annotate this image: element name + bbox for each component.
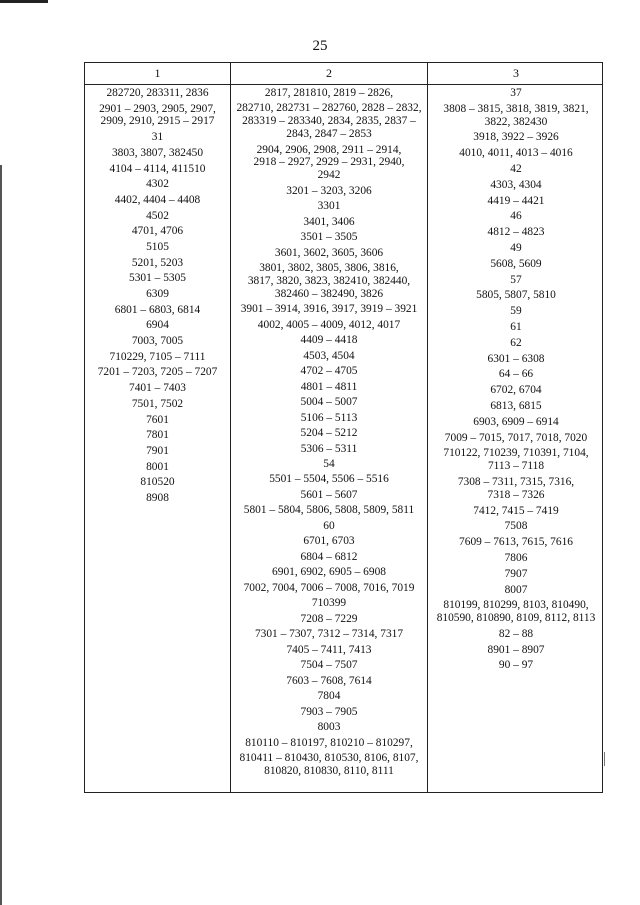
table-cell-entry <box>85 257 230 270</box>
entry-line: 4409 – 4418 <box>300 334 358 347</box>
column-header-2: 2 <box>326 66 332 80</box>
entry-line: 2843, 2847 – 2853 <box>286 128 372 141</box>
entry-line: 7903 – 7905 <box>300 705 358 718</box>
table-cell-entry <box>231 613 427 626</box>
entry-line: 3817, 3820, 3823, 382410, 382440, <box>247 274 411 287</box>
entry-line: 710122, 710239, 710391, 7104, <box>443 447 589 460</box>
table-cell-entry <box>231 216 427 229</box>
table-cell-entry <box>231 231 427 244</box>
table-cell-entry <box>428 147 604 160</box>
entry-line: 7801 <box>146 429 169 442</box>
entry-line: 8007 <box>504 583 528 596</box>
table-cell-entry <box>231 412 427 425</box>
table-cell-entry <box>428 520 604 533</box>
entry-line: 4402, 4404 – 4408 <box>114 193 201 206</box>
entry-line: 3501 – 3505 <box>300 231 358 244</box>
table-cell-entry <box>231 87 427 100</box>
table-cell-entry <box>85 194 230 207</box>
entry-line: 7113 – 7118 <box>487 460 545 473</box>
entry-line: 710399 <box>311 597 347 610</box>
table-cell-entry <box>428 659 604 672</box>
entry-line: 2901 – 2903, 2905, 2907, <box>99 102 216 115</box>
entry-line: 382460 – 382490, 3826 <box>274 287 384 300</box>
entry-line: 6701, 6703 <box>303 535 355 548</box>
table-cell-entry <box>428 599 604 625</box>
entry-line: 5801 – 5804, 5806, 5808, 5809, 5811 <box>243 504 415 517</box>
table-cell-entry <box>85 304 230 317</box>
table-cell-entry <box>428 432 604 445</box>
entry-line: 3822, 382430 <box>484 115 548 128</box>
entry-line: 3301 <box>317 200 341 213</box>
table-header-row <box>85 63 602 85</box>
entry-line: 2909, 2910, 2915 – 2917 <box>100 115 215 128</box>
entry-line: 3401, 3406 <box>303 215 355 228</box>
table-cell-entry <box>428 644 604 657</box>
entry-line: 3201 – 3203, 3206 <box>286 184 372 197</box>
table-cell-entry <box>231 520 427 533</box>
entry-line: 7508 <box>504 520 528 533</box>
table-cell-entry <box>428 368 604 381</box>
entry-line: 2817, 281810, 2819 – 2826, <box>264 87 394 99</box>
table-cell-entry <box>85 445 230 458</box>
entry-line: 4801 – 4811 <box>300 380 358 393</box>
entry-line: 7601 <box>146 413 169 426</box>
entry-line: 31 <box>151 131 164 144</box>
entry-line: 810590, 810890, 8109, 8112, 8113 <box>436 612 596 625</box>
table-cell-entry <box>428 131 604 144</box>
entry-line: 3918, 3922 – 3926 <box>473 131 559 144</box>
entry-line: 6301 – 6308 <box>487 352 545 365</box>
entry-line: 4303, 4304 <box>490 178 542 191</box>
table-cell-entry <box>231 381 427 394</box>
table-cell-entry <box>85 382 230 395</box>
entry-line: 5601 – 5607 <box>300 488 358 501</box>
scan-left-edge <box>0 165 2 905</box>
entry-line: 7318 – 7326 <box>487 488 545 501</box>
column-2-entries <box>231 84 427 780</box>
table-cell-entry <box>85 131 230 144</box>
table-cell-entry <box>231 566 427 579</box>
entry-line: 4002, 4005 – 4009, 4012, 4017 <box>257 318 401 331</box>
table-cell-entry <box>231 102 427 140</box>
entry-line: 7308 – 7311, 7315, 7316, <box>457 475 575 488</box>
entry-line: 810520 <box>140 476 175 489</box>
table-cell-entry <box>428 103 604 129</box>
entry-line: 2942 <box>317 169 341 182</box>
entry-line: 4812 – 4823 <box>487 226 545 239</box>
entry-line: 7412, 7415 – 7419 <box>473 504 559 517</box>
entry-line: 2918 – 2927, 2929 – 2931, 2940, <box>253 156 405 169</box>
entry-line: 7002, 7004, 7006 – 7008, 7016, 7019 <box>243 581 415 594</box>
table-cell-entry <box>85 163 230 176</box>
table-cell-entry <box>231 185 427 198</box>
table-cell-entry <box>428 384 604 397</box>
table-cell-entry <box>231 582 427 595</box>
entry-line: 4010, 4011, 4013 – 4016 <box>459 147 573 160</box>
table-cell-entry <box>85 366 230 379</box>
table-cell-entry <box>231 644 427 657</box>
table-cell-entry <box>428 226 604 239</box>
entry-line: 57 <box>510 273 522 286</box>
entry-line: 7401 – 7403 <box>129 382 186 395</box>
table-cell-entry <box>428 552 604 565</box>
entry-line: 5301 – 5305 <box>129 272 186 285</box>
table-cell-entry <box>85 414 230 427</box>
entry-line: 5608, 5609 <box>490 257 542 270</box>
table-cell-entry <box>428 505 604 518</box>
entry-line: 4104 – 4114, 411510 <box>109 162 206 175</box>
code-table <box>84 62 603 793</box>
column-3-entries <box>428 84 604 675</box>
entry-line: 7501, 7502 <box>131 397 184 410</box>
table-cell-entry <box>231 350 427 363</box>
table-cell-entry <box>428 289 604 302</box>
entry-line: 59 <box>510 305 522 318</box>
entry-line: 5105 <box>146 240 169 253</box>
table-cell-entry <box>231 690 427 703</box>
table-cell-entry <box>85 429 230 442</box>
table-cell-entry <box>85 103 230 129</box>
table-cell-entry <box>428 87 604 100</box>
entry-line: 7907 <box>504 567 528 580</box>
entry-line: 46 <box>510 210 522 223</box>
entry-line: 8003 <box>317 721 341 734</box>
entry-line: 6901, 6902, 6905 – 6908 <box>272 566 386 579</box>
entry-line: 8901 – 8907 <box>487 643 545 656</box>
table-cell-entry <box>231 504 427 517</box>
table-cell-entry <box>85 225 230 238</box>
entry-line: 810199, 810299, 8103, 810490, <box>443 599 589 612</box>
entry-line: 7609 – 7613, 7615, 7616 <box>459 536 573 549</box>
table-cell-entry <box>428 568 604 581</box>
entry-line: 42 <box>510 162 522 175</box>
entry-line: 3601, 3602, 3605, 3606 <box>274 246 384 259</box>
entry-line: 710229, 7105 – 7111 <box>109 350 206 363</box>
table-cell-entry <box>85 87 230 100</box>
entry-line: 7201 – 7203, 7205 – 7207 <box>97 366 218 379</box>
table-cell-entry <box>85 461 230 474</box>
table-cell-entry <box>231 262 427 300</box>
table-cell-entry <box>428 179 604 192</box>
table-cell-entry <box>231 597 427 610</box>
entry-line: 4503, 4504 <box>303 349 355 362</box>
table-cell-entry <box>428 476 604 502</box>
table-cell-entry <box>85 272 230 285</box>
entry-line: 810820, 810830, 8110, 8111 <box>264 764 394 777</box>
table-cell-entry <box>231 489 427 502</box>
entry-line: 7901 <box>146 444 169 457</box>
table-cell-entry <box>428 258 604 271</box>
table-cell-entry <box>428 305 604 318</box>
entry-line: 2904, 2906, 2908, 2911 – 2914, <box>256 143 402 156</box>
entry-line: 5306 – 5311 <box>300 442 358 455</box>
column-1-entries <box>85 84 230 508</box>
entry-line: 6801 – 6803, 6814 <box>114 303 201 316</box>
entry-line: 54 <box>323 457 335 470</box>
entry-line: 6804 – 6812 <box>300 550 358 563</box>
entry-line: 3803, 3807, 382450 <box>111 146 204 159</box>
entry-line: 7603 – 7608, 7614 <box>286 674 372 687</box>
table-cell-entry <box>231 144 427 182</box>
entry-line: 7804 <box>317 690 341 703</box>
table-cell-entry <box>428 210 604 223</box>
entry-line: 7009 – 7015, 7017, 7018, 7020 <box>444 431 588 444</box>
table-cell-entry <box>231 752 427 778</box>
table-cell-entry <box>428 337 604 350</box>
entry-line: 7806 <box>504 551 528 564</box>
table-cell-entry <box>85 210 230 223</box>
entry-line: 810411 – 810430, 810530, 8106, 8107, <box>239 752 419 765</box>
table-cell-entry <box>428 242 604 255</box>
entry-line: 6702, 6704 <box>490 384 542 397</box>
table-cell-entry <box>231 659 427 672</box>
entry-line: 5204 – 5212 <box>300 427 358 440</box>
entry-line: 8001 <box>146 460 169 473</box>
entry-line: 7208 – 7229 <box>300 612 358 625</box>
entry-line: 62 <box>510 336 522 349</box>
table-cell-entry <box>85 335 230 348</box>
entry-line: 810110 – 810197, 810210 – 810297, <box>245 736 413 749</box>
entry-line: 5106 – 5113 <box>300 411 358 424</box>
table-cell-entry <box>85 476 230 489</box>
table-cell-entry <box>231 334 427 347</box>
table-cell-entry <box>85 319 230 332</box>
table-cell-entry <box>428 353 604 366</box>
entry-line: 4302 <box>146 178 169 191</box>
table-cell-entry <box>428 447 604 473</box>
table-cell-entry <box>231 396 427 409</box>
entry-line: 6813, 6815 <box>490 399 542 412</box>
entry-line: 282720, 283311, 2836 <box>106 87 209 99</box>
entry-line: 6904 <box>146 319 169 332</box>
entry-line: 90 – 97 <box>498 659 534 672</box>
table-cell-entry <box>231 247 427 260</box>
entry-line: 7003, 7005 <box>131 335 184 348</box>
entry-line: 4419 – 4421 <box>487 194 545 207</box>
entry-line: 282710, 282731 – 282760, 2828 – 2832, <box>236 102 422 115</box>
table-cell-entry <box>85 288 230 301</box>
entry-line: 283319 – 283340, 2834, 2835, 2837 – <box>242 115 416 128</box>
entry-line: 6903, 6909 – 6914 <box>473 415 559 428</box>
entry-line: 6309 <box>146 288 169 301</box>
entry-line: 3808 – 3815, 3818, 3819, 3821, <box>443 102 589 115</box>
entry-line: 5004 – 5007 <box>300 396 358 409</box>
entry-line: 7504 – 7507 <box>300 659 358 672</box>
entry-line: 37 <box>510 87 522 99</box>
entry-line: 5201, 5203 <box>131 256 184 269</box>
table-cell-entry <box>231 721 427 734</box>
entry-line: 8908 <box>146 491 169 504</box>
table-cell-entry <box>231 319 427 332</box>
entry-line: 3901 – 3914, 3916, 3917, 3919 – 3921 <box>240 303 418 316</box>
entry-line: 60 <box>323 519 335 532</box>
table-cell-entry <box>428 321 604 334</box>
entry-line: 7301 – 7307, 7312 – 7314, 7317 <box>254 628 404 641</box>
table-cell-entry <box>85 398 230 411</box>
entry-line: 4702 – 4705 <box>300 365 358 378</box>
table-cell-entry <box>85 492 230 505</box>
scan-margin-mark <box>604 752 605 766</box>
entry-line: 5805, 5807, 5810 <box>476 289 556 302</box>
entry-line: 61 <box>510 320 522 333</box>
entry-line: 7405 – 7411, 7413 <box>286 643 372 656</box>
entry-line: 4502 <box>146 209 169 222</box>
entry-line: 82 – 88 <box>498 627 534 640</box>
table-cell-entry <box>85 147 230 160</box>
table-cell-entry <box>428 163 604 176</box>
table-cell-entry <box>231 706 427 719</box>
column-header-1: 1 <box>154 66 161 80</box>
table-cell-entry <box>231 458 427 471</box>
table-cell-entry <box>428 416 604 429</box>
table-cell-entry <box>231 737 427 750</box>
table-cell-entry <box>428 274 604 287</box>
table-cell-entry <box>231 443 427 456</box>
table-cell-entry <box>85 178 230 191</box>
table-cell-entry <box>231 303 427 316</box>
table-cell-entry <box>85 351 230 364</box>
table-cell-entry <box>231 551 427 564</box>
table-cell-entry <box>231 427 427 440</box>
page-number: 25 <box>312 38 328 54</box>
column-header-3: 3 <box>513 66 519 80</box>
table-cell-entry <box>428 195 604 208</box>
table-cell-entry <box>231 675 427 688</box>
table-cell-entry <box>231 200 427 213</box>
table-cell-entry <box>428 584 604 597</box>
table-cell-entry <box>231 628 427 641</box>
table-cell-entry <box>428 536 604 549</box>
table-cell-entry <box>231 473 427 486</box>
table-cell-entry <box>231 365 427 378</box>
entry-line: 5501 – 5504, 5506 – 5516 <box>269 473 389 486</box>
entry-line: 64 – 66 <box>498 368 534 381</box>
table-cell-entry <box>428 400 604 413</box>
entry-line: 4701, 4706 <box>131 225 184 238</box>
entry-line: 49 <box>510 241 522 254</box>
table-cell-entry <box>428 628 604 641</box>
table-cell-entry <box>85 241 230 254</box>
entry-line: 3801, 3802, 3805, 3806, 3816, <box>259 262 399 275</box>
scan-corner-mark <box>0 0 48 3</box>
table-cell-entry <box>231 535 427 548</box>
